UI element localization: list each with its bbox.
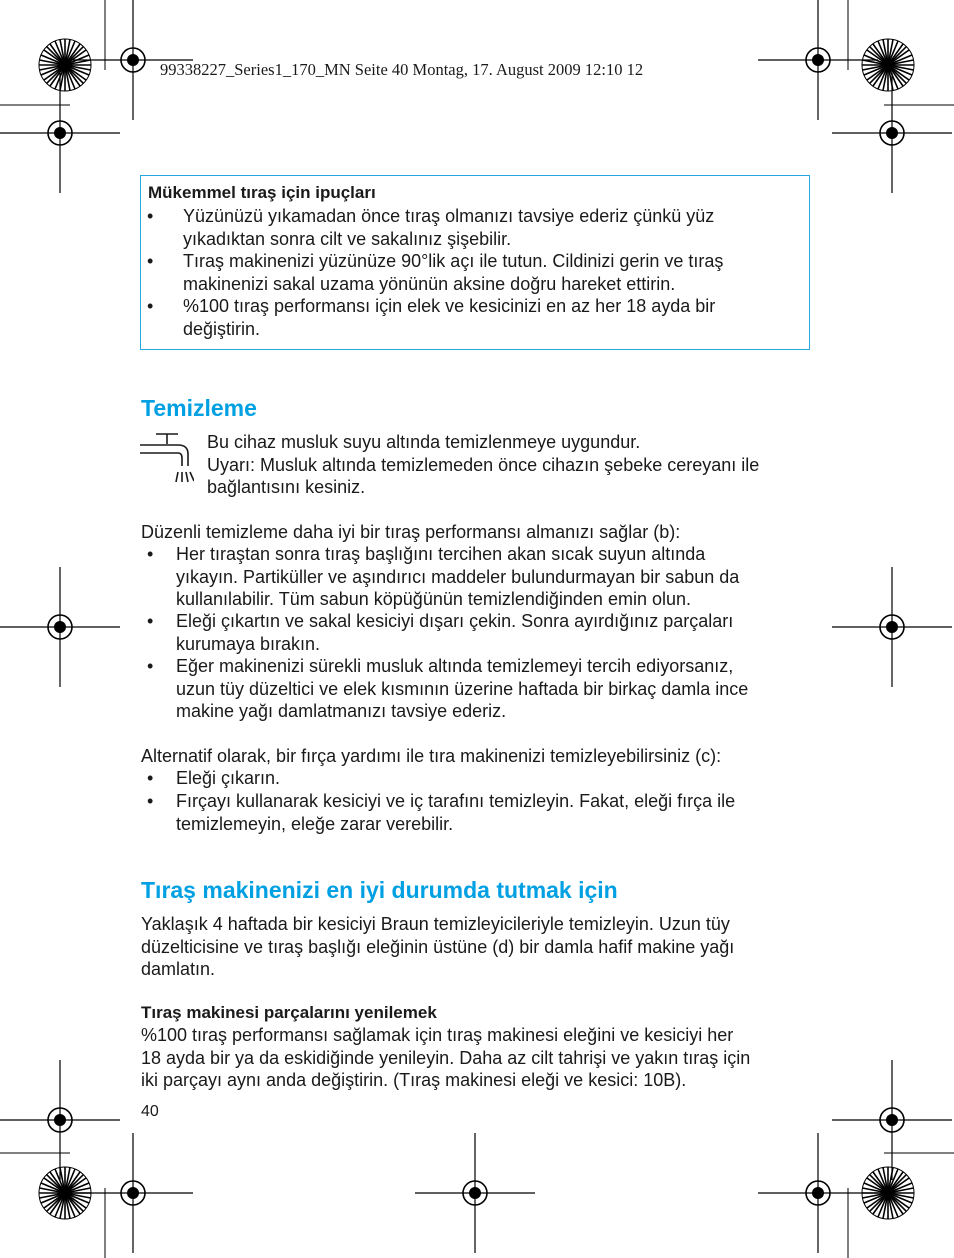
list-item: Fırçayı kullanarak kesiciyi ve iç tarafını temizleyin. Fakat, eleği fırça ile temizlemeyin, eleğe zarar verebilir. [176,791,736,834]
maintenance-text: Yaklaşık 4 haftada bir kesiciyi Braun temizleyicileriyle temizleyin. Uzun tüy düzelticisine ve tıraş başlığı eleğinin üstüne (d) bir damla hafif makine yağı damlatın. [141,914,735,980]
list-item: Eleği çıkarın. [176,768,281,788]
bullet: • [147,544,154,564]
bullet: • [147,206,154,226]
alt-cleaning-intro: Alternatif olarak, bir fırça yardımı ile tıra makinenizi temizleyebilirsiniz (c): [141,746,722,766]
tip-item: Tıraş makinenizi yüzünüze 90°lik açı ile tutun. Cildinizi gerin ve tıraş makinenizi sakal uzama yönünün aksine doğru hareket ettirin. [183,251,724,294]
bullet: • [147,656,154,676]
bullet: • [147,791,154,811]
tip-item: %100 tıraş performansı için elek ve kesicinizi en az her 18 ayda bir değiştirin. [183,296,716,339]
list-item: Her tıraştan sonra tıraş başlığını tercihen akan sıcak suyun altında yıkayın. Partiküller ve aşındırıcı maddeler bulundurmayan bir sabun da kullanılabilir. Tüm sabun köpüğünün temizlendiğinden emin olun. [176,544,740,610]
list-item: Eğer makinenizi sürekli musluk altında temizlemeyi tercih ediyorsanız, uzun tüy düzeltici ve elek kısmının üzerine haftada bir birkaç damla ince makine yağı damlatmanızı tavsiye ederiz. [176,656,749,722]
list-item: Eleği çıkartın ve sakal kesiciyi dışarı çekin. Sonra ayırdığınız parçaları kurumaya bırakın. [176,611,734,654]
bullet: • [147,768,154,788]
tip-item: Yüzünüzü yıkamadan önce tıraş olmanızı tavsiye ederiz çünkü yüz yıkadıktan sonra cilt ve sakalınız şişebilir. [183,206,715,249]
print-slug: 99338227_Series1_170_MN Seite 40 Montag, 17. August 2009 12:10 12 [160,60,644,79]
cleaning-note: Bu cihaz musluk suyu altında temizlenmeye uygundur. Uyarı: Musluk altında temizlemeden önce cihazın şebeke cereyanı ile bağlantısını kesiniz. [207,432,760,498]
tips-title: Mükemmel tıraş için ipuçları [148,183,376,202]
bullet: • [147,251,154,271]
section-heading-cleaning: Temizleme [141,395,257,421]
faucet-icon [138,432,194,484]
page-number: 40 [141,1103,159,1120]
parts-text: %100 tıraş performansı sağlamak için tıraş makinesi eleğini ve kesiciyi her 18 ayda bir ya da eskidiğinde yenileyin. Daha az cilt tahrişi ve yakın tıraş için iki parçayı aynı anda değiştirin. (Tıraş makinesi eleği ve kesici: 10B). [141,1025,751,1091]
bullet: • [147,611,154,631]
section-heading-maintenance: Tıraş makinenizi en iyi durumda tutmak için [141,877,618,903]
cleaning-intro: Düzenli temizleme daha iyi bir tıraş performansı almanızı sağlar (b): [141,522,681,542]
subheading-parts: Tıraş makinesi parçalarını yenilemek [141,1003,437,1022]
bullet: • [147,296,154,316]
